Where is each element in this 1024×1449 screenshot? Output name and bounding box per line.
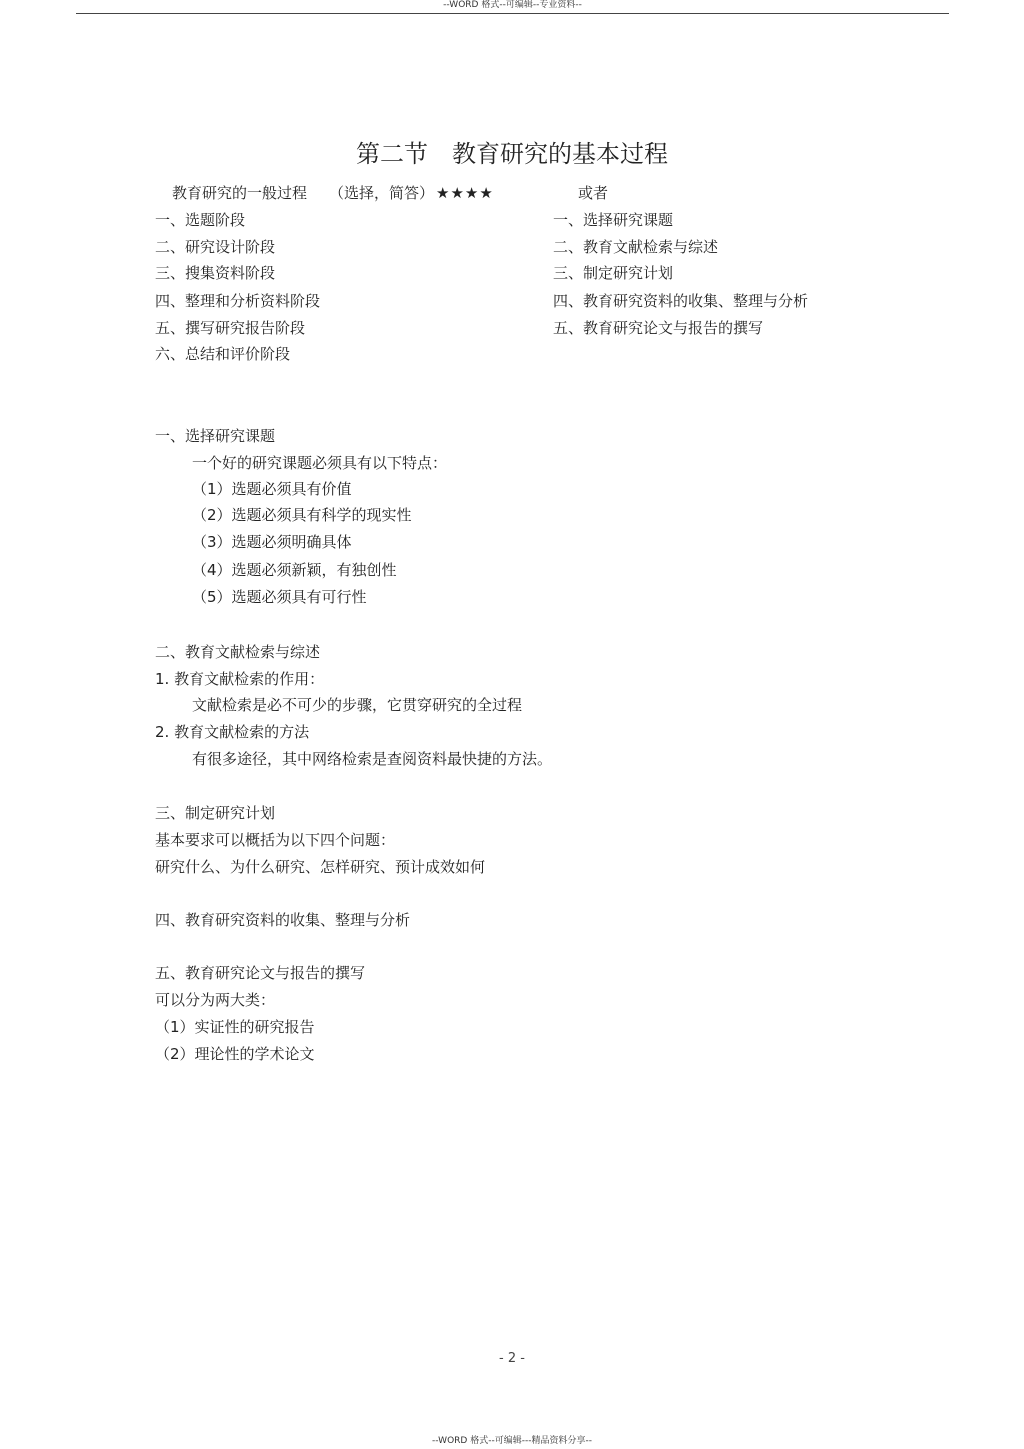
overview-heading: 教育研究的一般过程: [172, 184, 308, 202]
section-heading: 一、选择研究课题: [155, 427, 276, 445]
overview-heading-line: [172, 183, 494, 203]
list-item: 四、整理和分析资料阶段: [155, 292, 321, 310]
page-title: 第二节 教育研究的基本过程: [356, 140, 668, 168]
list-item: 五、撰写研究报告阶段: [155, 319, 306, 337]
page-header: --WORD 格式--可编辑--专业资料--: [76, 0, 949, 14]
section-heading: 二、教育文献检索与综述: [155, 643, 321, 661]
section-heading: 三、制定研究计划: [155, 804, 276, 822]
list-item: 三、制定研究计划: [553, 264, 674, 282]
list-item: （1）选题必须具有价值: [192, 480, 352, 498]
star-rating: ★★★★: [436, 184, 494, 202]
list-item: （3）选题必须明确具体: [192, 533, 352, 551]
paragraph: 文献检索是必不可少的步骤，它贯穿研究的全过程: [192, 696, 523, 714]
section-intro: 一个好的研究课题必须具有以下特点：: [192, 454, 448, 472]
list-item: 五、教育研究论文与报告的撰写: [553, 319, 764, 337]
subheading: 2. 教育文献检索的方法: [155, 723, 310, 741]
section-heading: 五、教育研究论文与报告的撰写: [155, 964, 366, 982]
list-item: 一、选题阶段: [155, 211, 246, 229]
section-heading: 四、教育研究资料的收集、整理与分析: [155, 911, 411, 929]
list-item: 六、总结和评价阶段: [155, 345, 291, 363]
list-item: （2）理论性的学术论文: [155, 1045, 315, 1063]
subheading: 1. 教育文献检索的作用：: [155, 670, 325, 688]
list-item: 三、搜集资料阶段: [155, 264, 276, 282]
overview-or-label: 或者: [578, 184, 609, 202]
list-item: （2）选题必须具有科学的现实性: [192, 506, 412, 524]
page-footer: --WORD 格式--可编辑---精品资料分享--: [432, 1436, 592, 1446]
list-item: （1）实证性的研究报告: [155, 1018, 315, 1036]
list-item: 四、教育研究资料的收集、整理与分析: [553, 292, 809, 310]
list-item: 二、教育文献检索与综述: [553, 238, 719, 256]
paragraph: 可以分为两大类：: [155, 991, 276, 1009]
paragraph: 基本要求可以概括为以下四个问题：: [155, 831, 396, 849]
list-item: 二、研究设计阶段: [155, 238, 276, 256]
paragraph: 研究什么、为什么研究、怎样研究、预计成效如何: [155, 858, 486, 876]
page-number: - 2 -: [499, 1351, 525, 1366]
list-item: 一、选择研究课题: [553, 211, 674, 229]
overview-tag: （选择，简答）: [329, 184, 435, 202]
paragraph: 有很多途径，其中网络检索是查阅资料最快捷的方法。: [192, 750, 553, 768]
list-item: （4）选题必须新颖，有独创性: [192, 561, 397, 579]
list-item: （5）选题必须具有可行性: [192, 588, 367, 606]
